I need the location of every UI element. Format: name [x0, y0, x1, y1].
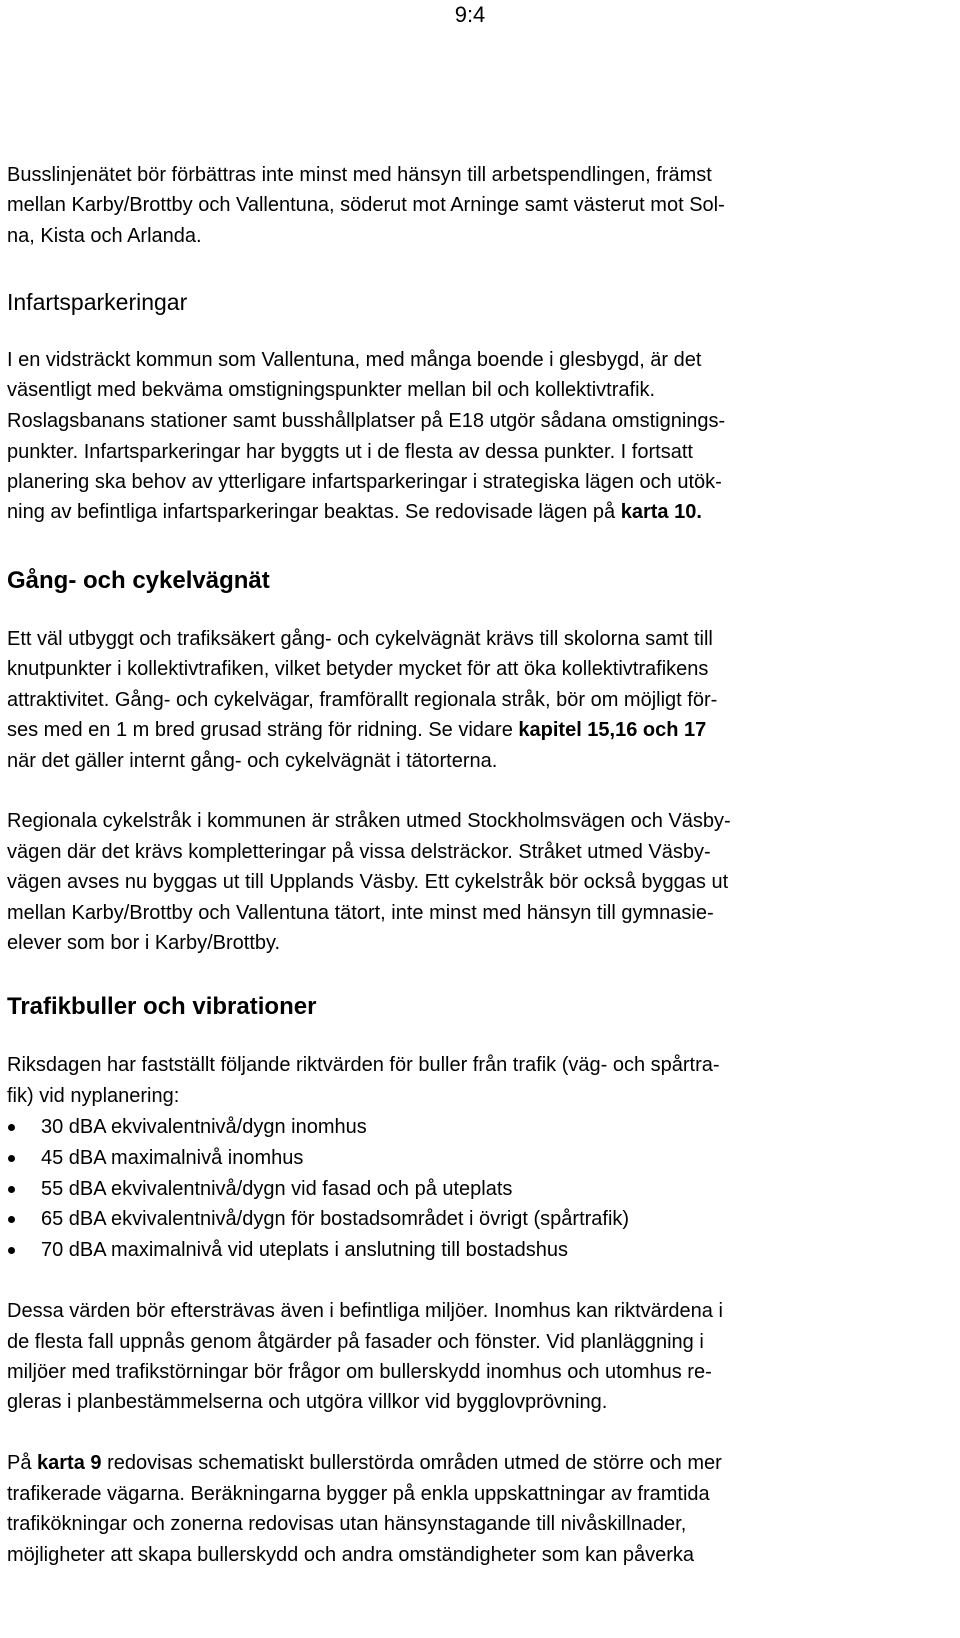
paragraph-line: vägen avses nu byggas ut till Upplands Väsby. Ett cykelstråk bör också byggas ut [7, 871, 729, 893]
section-heading-gang-cykel: Gång- och cykelvägnät [7, 567, 270, 594]
paragraph-line: de flesta fall uppnås genom åtgärder på fasader och fönster. Vid planläggning i [7, 1331, 704, 1353]
paragraph-line: Riksdagen har fastställt följande riktvärden för buller från trafik (väg- och spårtra- [7, 1054, 720, 1076]
paragraph-line: elever som bor i Karby/Brottby. [7, 932, 281, 954]
bullet-icon [8, 1216, 15, 1223]
paragraph-line: vägen där det krävs kompletteringar på vissa delsträckor. Stråket utmed Väsby- [7, 841, 711, 863]
paragraph-line [7, 1451, 722, 1475]
paragraph-line: Regionala cykelstråk i kommunen är stråken utmed Stockholmsvägen och Väsby- [7, 810, 731, 832]
list-item-text: 55 dBA ekvivalentnivå/dygn vid fasad och på uteplats [41, 1178, 513, 1200]
list-item-text: 45 dBA maximalnivå inomhus [41, 1147, 304, 1169]
paragraph-line: na, Kista och Arlanda. [7, 225, 202, 247]
paragraph-line: punkter. Infartsparkeringar har byggts ut i de flesta av dessa punkter. I fortsatt [7, 441, 693, 463]
paragraph-line: planering ska behov av ytterligare infartsparkeringar i strategiska lägen och utök- [7, 471, 722, 493]
paragraph-line: fik) vid nyplanering: [7, 1085, 180, 1107]
section-heading-infartsparkeringar: Infartsparkeringar [7, 289, 188, 315]
chapter-reference: kapitel 15,16 och 17 [518, 719, 707, 741]
paragraph-line: Busslinjenätet bör förbättras inte minst med hänsyn till arbetspendlingen, främst [7, 164, 712, 186]
map-reference: karta 10. [620, 501, 702, 523]
text-run: redovisas schematiskt bullerstörda områden utmed de större och mer [101, 1452, 722, 1474]
paragraph-line [7, 718, 706, 742]
bullet-icon [8, 1124, 15, 1131]
paragraph-line: mellan Karby/Brottby och Vallentuna, söderut mot Arninge samt västerut mot Sol- [7, 194, 725, 216]
bullet-icon [8, 1155, 15, 1162]
paragraph-line: gleras i planbestämmelserna och utgöra villkor vid bygglovprövning. [7, 1391, 608, 1413]
text-run: På [7, 1452, 38, 1474]
page-number: 9:4 [454, 2, 486, 27]
bullet-icon [8, 1186, 15, 1193]
paragraph-line: trafikerade vägarna. Beräkningarna bygger på enkla uppskattningar av framtida [7, 1483, 710, 1505]
paragraph-line: attraktivitet. Gång- och cykelvägar, framförallt regionala stråk, bör om möjligt för- [7, 689, 718, 711]
bullet-icon [8, 1247, 15, 1254]
list-item-text: 65 dBA ekvivalentnivå/dygn för bostadsområdet i övrigt (spårtrafik) [41, 1208, 630, 1230]
paragraph-line: Ett väl utbyggt och trafiksäkert gång- och cykelvägnät krävs till skolorna samt till [7, 628, 713, 650]
paragraph-line: mellan Karby/Brottby och Vallentuna tätort, inte minst med hänsyn till gymnasie- [7, 902, 714, 924]
paragraph-line: väsentligt med bekväma omstigningspunkter mellan bil och kollektivtrafik. [7, 379, 656, 401]
paragraph-line: I en vidsträckt kommun som Vallentuna, med många boende i glesbygd, är det [7, 349, 702, 371]
paragraph-line: när det gäller internt gång- och cykelvägnät i tätorterna. [7, 750, 498, 772]
map-reference: karta 9 [37, 1452, 102, 1474]
section-heading-trafikbuller: Trafikbuller och vibrationer [7, 993, 317, 1020]
paragraph-line: miljöer med trafikstörningar bör frågor om bullerskydd inomhus och utomhus re- [7, 1361, 712, 1383]
paragraph-line [7, 500, 702, 524]
paragraph-line: möjligheter att skapa bullerskydd och andra omständigheter som kan påverka [7, 1544, 695, 1566]
paragraph-line: Dessa värden bör eftersträvas även i befintliga miljöer. Inomhus kan riktvärdena i [7, 1300, 723, 1322]
list-item-text: 30 dBA ekvivalentnivå/dygn inomhus [41, 1116, 367, 1138]
text-run: ses med en 1 m bred grusad sträng för ridning. Se vidare [7, 719, 519, 741]
list-item-text: 70 dBA maximalnivå vid uteplats i anslutning till bostadshus [41, 1239, 568, 1261]
paragraph-line: knutpunkter i kollektivtrafiken, vilket betyder mycket för att öka kollektivtrafikens [7, 658, 709, 680]
paragraph-line: trafikökningar och zonerna redovisas utan hänsynstagande till nivåskillnader, [7, 1513, 687, 1535]
paragraph-line: Roslagsbanans stationer samt busshållplatser på E18 utgör sådana omstignings- [7, 410, 726, 432]
text-run: ning av befintliga infartsparkeringar beaktas. Se redovisade lägen på [7, 501, 621, 523]
